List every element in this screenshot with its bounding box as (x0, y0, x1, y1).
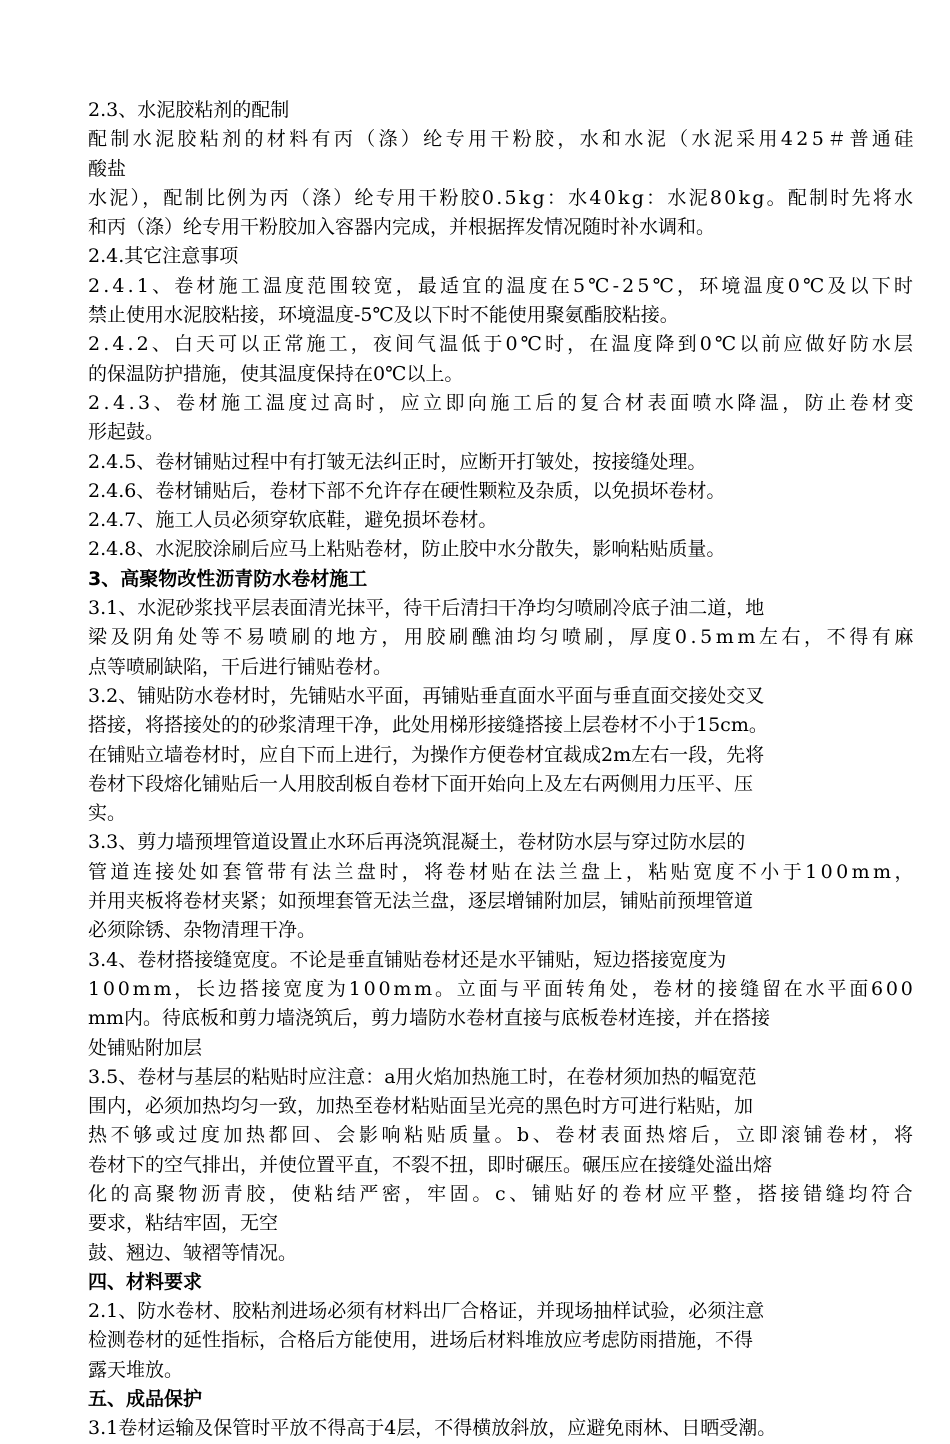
text-line: mm内。待底板和剪力墙浇筑后，剪力墙防水卷材直接与底板卷材连接，并在搭接 (88, 1007, 771, 1030)
text-line: 2.3、水泥胶粘剂的配制 (88, 99, 290, 121)
text-line: 卷材下的空气排出，并使位置平直，不裂不扭，即时碾压。碾压应在接缝处溢出熔 (88, 1153, 773, 1176)
text-line: 点等喷刷缺陷，干后进行铺贴卷材。 (88, 655, 393, 678)
text-line: 必须除锈、杂物清理干净。 (88, 919, 317, 942)
text-line: 酸盐 (88, 157, 127, 180)
text-line: 2.4.6、卷材铺贴后，卷材下部不允许存在硬性颗粒及杂质，以免损坏卷材。 (88, 479, 726, 502)
text-line: 2.4.1、卷材施工温度范围较宽，最适宜的温度在5℃-25℃，环境温度0℃及以下时 (88, 274, 917, 297)
text-line: 鼓、翘边、皱褶等情况。 (88, 1241, 298, 1264)
text-line: 的保温防护措施，使其温度保持在0℃以上。 (88, 362, 464, 385)
section-heading: 3、高聚物改性沥青防水卷材施工 (88, 567, 368, 590)
text-line: 化的高聚物沥青胶，使粘结严密，牢固。c、铺贴好的卷材应平整，搭接错缝均符合 (88, 1182, 917, 1205)
text-line: 形起鼓。 (88, 421, 165, 444)
text-line: 热不够或过度加热都回、会影响粘贴质量。b、卷材表面热熔后，立即滚铺卷材，将 (88, 1124, 917, 1147)
text-line: 梁及阴角处等不易喷刷的地方，用胶刷醮油均匀喷刷，厚度0.5mm左右，不得有麻 (88, 626, 917, 649)
text-line: 3.1、水泥砂浆找平层表面清光抹平，待干后清扫干净均匀喷刷冷底子油二道，地 (88, 597, 765, 620)
text-line: 3.4、卷材搭接缝宽度。不论是垂直铺贴卷材还是水平铺贴，短边搭接宽度为 (88, 948, 727, 971)
text-line: 露天堆放。 (88, 1358, 184, 1381)
text-line: 100mm，长边搭接宽度为100mm。立面与平面转角处，卷材的接缝留在水平面600 (88, 977, 916, 1000)
text-line: 2.4.3、卷材施工温度过高时，应立即向施工后的复合材表面喷水降温，防止卷材变 (88, 391, 917, 414)
text-line: 2.4.7、施工人员必须穿软底鞋，避免损坏卷材。 (88, 509, 498, 532)
text-line: 禁止使用水泥胶粘接，环境温度-5℃及以下时不能使用聚氨酯胶粘接。 (88, 304, 679, 327)
text-line: 3.3、剪力墙预埋管道设置止水环后再浇筑混凝土，卷材防水层与穿过防水层的 (88, 831, 746, 854)
text-line: 2.4.其它注意事项 (88, 245, 239, 268)
text-line: 2.4.5、卷材铺贴过程中有打皱无法纠正时，应断开打皱处，按接缝处理。 (88, 450, 707, 473)
text-line: 要求，粘结牢固，无空 (88, 1212, 279, 1235)
text-line: 3.5、卷材与基层的粘贴时应注意：a用火焰加热施工时，在卷材须加热的幅宽范 (88, 1065, 757, 1088)
text-line: 2.4.2、白天可以正常施工，夜间气温低于0℃时，在温度降到0℃以前应做好防水层 (88, 333, 917, 356)
text-line: 2.1、防水卷材、胶粘剂进场必须有材料出厂合格证，并现场抽样试验，必须注意 (88, 1300, 765, 1323)
text-line: 处铺贴附加层 (88, 1036, 203, 1059)
document-page (88, 96, 917, 1444)
text-line: 配制水泥胶粘剂的材料有丙（涤）纶专用干粉胶，水和水泥（水泥采用425＃普通硅 (88, 128, 917, 151)
text-line: 搭接，将搭接处的的砂浆清理干净，此处用梯形接缝搭接上层卷材不小于15cm。 (88, 714, 768, 737)
text-line: 2.4.8、水泥胶涂刷后应马上粘贴卷材，防止胶中水分散失，影响粘贴质量。 (88, 538, 726, 561)
text-line: 并用夹板将卷材夹紧；如预埋套管无法兰盘，逐层增铺附加层，铺贴前预埋管道 (88, 890, 754, 913)
text-line: 在铺贴立墙卷材时，应自下而上进行，为操作方便卷材宜裁成2m左右一段，先将 (88, 743, 765, 766)
text-line: 3.1卷材运输及保管时平放不得高于4层，不得横放斜放，应避免雨林、日晒受潮。 (88, 1417, 777, 1440)
text-line: 实。 (88, 802, 127, 825)
text-line: 水泥），配制比例为丙（涤）纶专用干粉胶0.5kg：水40kg：水泥80kg。配制时先将水 (88, 186, 916, 209)
text-line: 检测卷材的延性指标，合格后方能使用，进场后材料堆放应考虑防雨措施，不得 (88, 1329, 754, 1352)
text-line: 卷材下段熔化铺贴后一人用胶刮板自卷材下面开始向上及左右两侧用力压平、压 (88, 772, 754, 795)
section-heading: 四、材料要求 (88, 1270, 203, 1293)
section-heading: 五、成品保护 (88, 1388, 203, 1411)
text-line: 管道连接处如套管带有法兰盘时，将卷材贴在法兰盘上，粘贴宽度不小于100mm， (88, 860, 917, 883)
text-line: 3.2、铺贴防水卷材时，先铺贴水平面，再铺贴垂直面水平面与垂直面交接处交叉 (88, 684, 765, 707)
text-line: 和丙（涤）纶专用干粉胶加入容器内完成，并根据挥发情况随时补水调和。 (88, 216, 716, 239)
text-line: 围内，必须加热均匀一致，加热至卷材粘贴面呈光亮的黑色时方可进行粘贴，加 (88, 1095, 754, 1118)
